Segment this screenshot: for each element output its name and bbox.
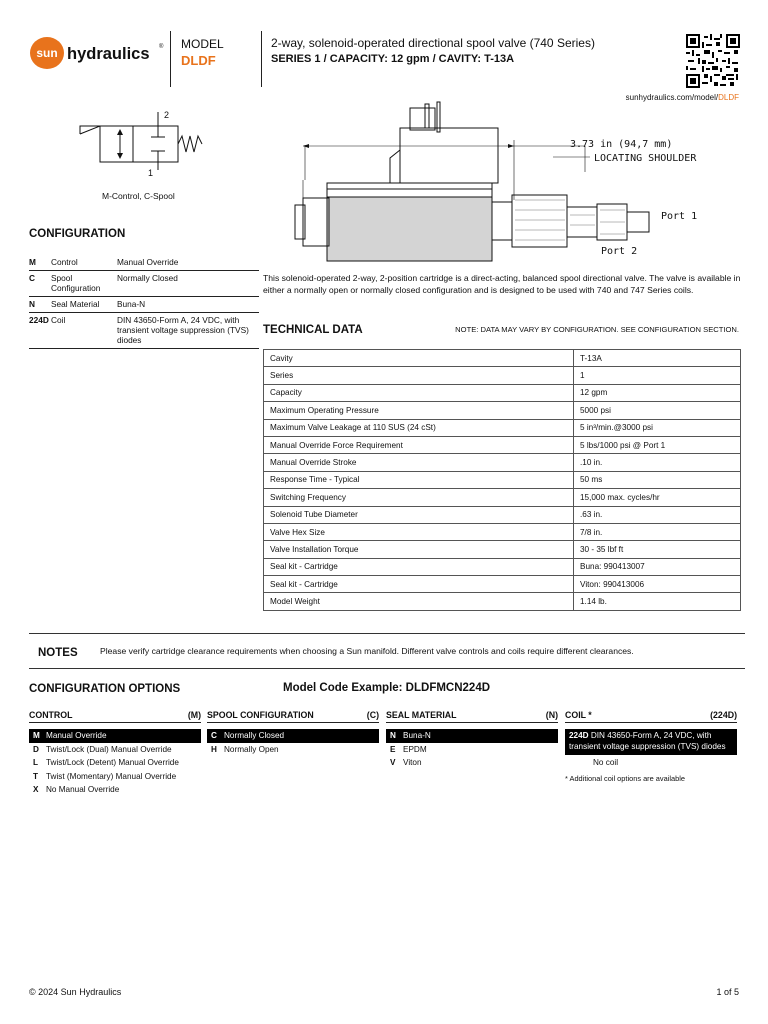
notes-label: NOTES: [38, 647, 78, 659]
copyright: [29, 987, 121, 997]
model-url-prefix[interactable]: sunhydraulics.com/model/: [625, 93, 719, 102]
config-value: Buna-N: [117, 299, 146, 309]
tech-row: [264, 576, 741, 593]
tech-value: 5 in³/min.@3000 psi: [574, 419, 741, 436]
sun-hydraulics-logo: [29, 33, 164, 73]
option-code: X: [33, 785, 39, 794]
port1-label: Port 1: [661, 211, 698, 222]
hydraulic-symbol: [75, 104, 215, 186]
product-description: This solenoid-operated 2-way, 2-position cartridge is a direct-acting, balanced spool directional valve. The valve is available in either a normally open or normally closed configuration and is designed to be used with 740 and 747 Series coils.: [263, 273, 741, 295]
spool-tag: (C): [366, 710, 379, 720]
tech-key: Maximum Valve Leakage at 110 SUS (24 cSt): [264, 419, 574, 436]
port-label-1: 1: [148, 168, 154, 178]
config-code: C: [29, 273, 35, 283]
config-value: DIN 43650-Form A, 24 VDC, with transient voltage suppression (TVS) diodes: [117, 315, 249, 345]
header-divider: [170, 31, 171, 87]
control-option-t[interactable]: [29, 770, 201, 784]
tech-value: .63 in.: [574, 506, 741, 523]
seal-options: [386, 710, 558, 770]
config-row: [29, 255, 259, 271]
tech-key: Seal kit - Cartridge: [264, 576, 574, 593]
configuration-options-title: CONFIGURATION OPTIONS: [29, 683, 181, 695]
tech-row: [264, 350, 741, 367]
tech-value: 1: [574, 367, 741, 384]
tech-row: [264, 506, 741, 523]
tech-value: 12 gpm: [574, 384, 741, 401]
option-code: V: [390, 758, 396, 767]
tech-value: .10 in.: [574, 454, 741, 471]
svg-text:hydraulics: hydraulics: [67, 45, 150, 63]
coil-label: DIN 43650-Form A, 24 VDC, with transient voltage suppression (TVS) diodes: [569, 731, 726, 751]
tech-key: Maximum Operating Pressure: [264, 402, 574, 419]
model-url-code[interactable]: DLDF: [718, 93, 739, 102]
spool-option-c[interactable]: [207, 729, 379, 743]
tech-key: Seal kit - Cartridge: [264, 558, 574, 575]
option-label: Twist/Lock (Dual) Manual Override: [46, 744, 172, 754]
option-label: Normally Closed: [224, 731, 285, 740]
header-divider: [261, 31, 262, 87]
option-label: Manual Override: [46, 731, 107, 740]
spool-heading: SPOOL CONFIGURATION: [207, 710, 314, 720]
coil-options: [565, 710, 737, 783]
option-code: D: [33, 744, 39, 754]
notes-text: Please verify cartridge clearance requirements when choosing a Sun manifold. Different valve controls and coils require different clearances.: [100, 646, 634, 656]
tech-value: Viton: 990413006: [574, 576, 741, 593]
control-option-l[interactable]: [29, 756, 201, 770]
config-value: Normally Closed: [117, 273, 178, 283]
tech-row: [264, 402, 741, 419]
config-feature: Control: [51, 257, 78, 267]
notes-bottom-rule: [29, 668, 745, 669]
config-feature: Seal Material: [51, 299, 100, 309]
coil-tag: (224D): [710, 710, 737, 720]
tech-value: 1.14 lb.: [574, 593, 741, 610]
option-label: Buna-N: [403, 731, 431, 740]
tech-value: 5000 psi: [574, 402, 741, 419]
option-code: L: [33, 758, 39, 767]
tech-value: Buna: 990413007: [574, 558, 741, 575]
page-number: 1 of 5: [716, 987, 739, 997]
copyright-text: 2024 Sun Hydraulics: [38, 987, 122, 997]
tech-key: Series: [264, 367, 574, 384]
port2-label: Port 2: [601, 246, 638, 257]
option-label: Twist (Momentary) Manual Override: [46, 771, 177, 781]
tech-row: [264, 384, 741, 401]
option-label: No Manual Override: [46, 785, 120, 794]
config-value: Manual Override: [117, 257, 179, 267]
option-label: Normally Open: [224, 744, 279, 754]
config-row: [29, 313, 259, 349]
technical-data-title: TECHNICAL DATA: [263, 324, 363, 336]
tech-key: Solenoid Tube Diameter: [264, 506, 574, 523]
control-tag: (M): [187, 710, 201, 720]
option-code: M: [33, 731, 40, 740]
model-code-example: Model Code Example: DLDFMCN224D: [283, 682, 491, 694]
option-code: T: [33, 771, 39, 781]
seal-heading: SEAL MATERIAL: [386, 710, 457, 720]
tech-key: Cavity: [264, 350, 574, 367]
config-code: M: [29, 257, 36, 267]
notes-top-rule: [29, 633, 745, 634]
model-code: DLDF: [181, 53, 216, 68]
coil-option-none[interactable]: No coil: [593, 758, 619, 767]
coil-heading: COIL *: [565, 710, 592, 720]
dimension-label: 3.73 in (94,7 mm): [570, 139, 673, 150]
config-code: 224D: [29, 315, 49, 325]
tech-row: [264, 489, 741, 506]
coil-option-selected[interactable]: [565, 729, 737, 755]
valve-cross-section-drawing: [285, 100, 725, 267]
option-code: C: [211, 731, 217, 740]
tech-value: 5 lbs/1000 psi @ Port 1: [574, 436, 741, 453]
svg-text:®: ®: [159, 44, 164, 50]
spool-option-h[interactable]: [207, 743, 379, 757]
tech-row: [264, 419, 741, 436]
seal-option-n[interactable]: [386, 729, 558, 743]
option-code: N: [390, 731, 396, 740]
control-option-x[interactable]: [29, 783, 201, 797]
tech-value: 30 - 35 lbf ft: [574, 541, 741, 558]
technical-data-note: NOTE: DATA MAY VARY BY CONFIGURATION. SEE CONFIGURATION SECTION.: [455, 325, 739, 334]
config-feature: Spool Configuration: [51, 273, 101, 293]
option-label: Viton: [403, 758, 422, 767]
product-subtitle: SERIES 1 / CAPACITY: 12 gpm / CAVITY: T-13A: [271, 53, 515, 65]
tech-row: [264, 471, 741, 488]
tech-row: [264, 558, 741, 575]
tech-value: 50 ms: [574, 471, 741, 488]
control-option-d[interactable]: [29, 743, 201, 757]
tech-key: Manual Override Force Requirement: [264, 436, 574, 453]
seal-tag: (N): [545, 710, 558, 720]
tech-key: Model Weight: [264, 593, 574, 610]
tech-row: [264, 541, 741, 558]
tech-key: Valve Installation Torque: [264, 541, 574, 558]
tech-key: Manual Override Stroke: [264, 454, 574, 471]
copyright-icon: ©: [29, 987, 36, 997]
tech-row: [264, 367, 741, 384]
option-label: EPDM: [403, 744, 427, 754]
tech-row: [264, 454, 741, 471]
control-option-m[interactable]: [29, 729, 201, 743]
coil-code: 224D: [569, 731, 589, 740]
tech-key: Capacity: [264, 384, 574, 401]
config-feature: Coil: [51, 315, 66, 325]
svg-text:sun: sun: [36, 46, 58, 60]
locating-shoulder-label: LOCATING SHOULDER: [594, 153, 697, 164]
option-code: H: [211, 744, 217, 754]
symbol-caption: M-Control, C-Spool: [102, 191, 175, 201]
tech-row: [264, 523, 741, 540]
model-label: MODEL: [181, 37, 224, 51]
tech-key: Response Time - Typical: [264, 471, 574, 488]
tech-key: Switching Frequency: [264, 489, 574, 506]
port-label-2: 2: [164, 110, 170, 120]
control-options: [29, 710, 201, 797]
tech-row: [264, 593, 741, 610]
tech-value: T-13A: [574, 350, 741, 367]
spool-options: [207, 710, 379, 756]
tech-key: Valve Hex Size: [264, 523, 574, 540]
config-row: [29, 271, 259, 297]
control-heading: CONTROL: [29, 710, 73, 720]
configuration-table: [29, 255, 259, 349]
config-row: [29, 297, 259, 313]
seal-option-e[interactable]: [386, 743, 558, 757]
technical-data-table: [263, 349, 741, 611]
option-code: E: [390, 744, 396, 754]
tech-value: 15,000 max. cycles/hr: [574, 489, 741, 506]
seal-option-v[interactable]: [386, 756, 558, 770]
option-label: Twist/Lock (Detent) Manual Override: [46, 758, 179, 767]
tech-row: [264, 436, 741, 453]
config-code: N: [29, 299, 35, 309]
coil-footnote: * Additional coil options are available: [565, 774, 685, 783]
tech-value: 7/8 in.: [574, 523, 741, 540]
qr-code-icon[interactable]: [686, 34, 740, 88]
configuration-title: CONFIGURATION: [29, 228, 126, 240]
product-title: 2-way, solenoid-operated directional spool valve (740 Series): [271, 36, 595, 50]
